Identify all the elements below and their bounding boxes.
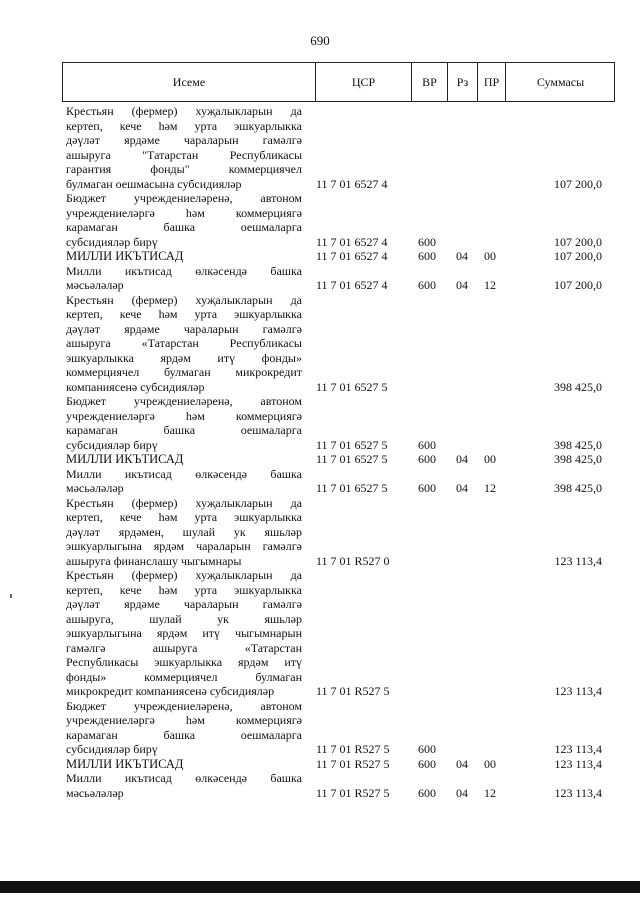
row-name-line: компаниясенә субсидияләр: [66, 379, 205, 394]
row-name-line: субсидияләр бирү: [66, 742, 158, 756]
cell-sum: 107 200,0: [554, 176, 602, 191]
row-name-line: мәсьәләләр: [66, 278, 124, 292]
row-name: [66, 467, 302, 496]
cell-sum: 398 425,0: [554, 437, 602, 452]
header-vr: ВР: [411, 63, 447, 101]
scan-edge-bar: [0, 881, 640, 893]
row-name-line: учреждениеләргә һәм коммерциягә: [66, 713, 302, 727]
row-name: [66, 104, 302, 191]
cell-pr: 00: [484, 249, 496, 263]
row-name-line: МИЛЛИ ИКЪТИСАД: [66, 249, 184, 263]
cell-csr: 11 7 01 R527 5: [316, 756, 390, 771]
cell-sum: 123 113,4: [554, 785, 602, 800]
scan-mark: [10, 594, 12, 598]
cell-csr: 11 7 01 R527 5: [316, 785, 390, 800]
cell-rz: 04: [456, 278, 468, 292]
cell-sum: 107 200,0: [554, 249, 602, 263]
row-name-line: МИЛЛИ ИКЪТИСАД: [66, 756, 184, 771]
cell-pr: 00: [484, 452, 496, 466]
row-name-line: кертеп, кече һәм урта эшкуарлыкка: [66, 510, 302, 524]
row-name-line: микрокредит компаниясенә субсидияләр: [66, 684, 275, 698]
row-name: [66, 757, 302, 772]
cell-vr: 600: [418, 785, 436, 800]
cell-csr: 11 7 01 6527 4: [316, 234, 388, 249]
cell-sum: 398 425,0: [554, 379, 602, 394]
row-name: [66, 293, 302, 395]
header-pr: ПР: [477, 63, 505, 101]
cell-vr: 600: [418, 278, 436, 292]
table-row: [0, 293, 640, 395]
table-row: [0, 699, 640, 757]
row-name-line: учреждениеләргә һәм коммерциягә: [66, 408, 302, 423]
cell-csr: 11 7 01 6527 5: [316, 452, 388, 466]
cell-sum: 107 200,0: [554, 278, 602, 292]
row-name: [66, 699, 302, 757]
cell-sum: 398 425,0: [554, 481, 602, 495]
header-name: Исеме: [172, 75, 206, 89]
cell-csr: 11 7 01 R527 0: [316, 553, 390, 568]
row-name-line: Милли икътисад өлкәсендә башка: [66, 466, 302, 481]
cell-csr: 11 7 01 R527 5: [316, 742, 390, 756]
table-row: [0, 757, 640, 772]
cell-pr: 12: [484, 481, 496, 495]
table-row: [0, 249, 640, 264]
cell-vr: 600: [418, 481, 436, 495]
row-name-line: карамаган башка оешмаларга: [66, 727, 302, 742]
row-name-line: Бюджет учреждениеләренә, автоном: [66, 191, 302, 205]
row-name-line: ашыруга, шулай ук яшьләр: [66, 611, 302, 626]
table-row: [0, 104, 640, 191]
row-name-line: Бюджет учреждениеләренә, автоном: [66, 698, 302, 713]
row-name-line: эшкуарлыгына ярдәм итү чыгымнарын: [66, 626, 302, 640]
row-name-line: булмаган оешмасына субсидияләр: [66, 176, 242, 191]
cell-sum: 123 113,4: [554, 553, 602, 568]
cell-csr: 11 7 01 6527 5: [316, 437, 388, 452]
row-name-line: Республикасы эшкуарлыкка ярдәм итү: [66, 655, 302, 669]
row-name-line: ашыруга «Татарстан Республикасы: [66, 336, 302, 350]
row-name-line: Милли икътисад өлкәсендә башка: [66, 771, 302, 785]
cell-vr: 600: [418, 249, 436, 263]
cell-vr: 600: [418, 437, 436, 452]
row-name-line: карамаган башка оешмаларга: [66, 423, 302, 437]
table-row: [0, 771, 640, 800]
row-name-line: Крестьян (фермер) хуҗалыкларын да: [66, 568, 302, 582]
cell-sum: 123 113,4: [554, 756, 602, 771]
row-name: [66, 452, 302, 467]
row-name-line: дәүләт ярдәме чараларын гамәлгә: [66, 133, 302, 147]
cell-pr: 00: [484, 756, 496, 771]
cell-rz: 04: [456, 452, 468, 466]
cell-vr: 600: [418, 234, 436, 249]
cell-vr: 600: [418, 756, 436, 771]
table-row: [0, 467, 640, 496]
cell-rz: 04: [456, 785, 468, 800]
row-name-line: эшкуарлыгына ярдәм чараларын гамәлгә: [66, 539, 302, 553]
header-csr: ЦСР: [315, 63, 411, 101]
table-row: [0, 264, 640, 293]
row-name-line: коммерциячел булмаган микрокредит: [66, 365, 302, 379]
cell-vr: 600: [418, 742, 436, 756]
row-name-line: кертеп, кече һәм урта эшкуарлыкка: [66, 307, 302, 321]
row-name: [66, 394, 302, 452]
table-body: [0, 104, 640, 800]
row-name-line: мәсьәләләр: [66, 481, 124, 495]
row-name-line: субсидияләр бирү: [66, 234, 158, 249]
row-name-line: МИЛЛИ ИКЪТИСАД: [66, 452, 184, 466]
row-name-line: учреждениеләргә һәм коммерциягә: [66, 205, 302, 220]
row-name-line: карамаган башка оешмаларга: [66, 220, 302, 234]
row-name: [66, 249, 302, 264]
cell-sum: 123 113,4: [554, 742, 602, 756]
cell-sum: 398 425,0: [554, 452, 602, 466]
row-name-line: дәүләт ярдәме чараларын гамәлгә: [66, 597, 302, 611]
row-name: [66, 496, 302, 569]
cell-pr: 12: [484, 785, 496, 800]
row-name-line: кертеп, кече һәм урта эшкуарлыкка: [66, 582, 302, 597]
row-name-line: Крестьян (фермер) хуҗалыкларын да: [66, 104, 302, 118]
cell-vr: 600: [418, 452, 436, 466]
row-name-line: эшкуарлыкка ярдәм итү фонды»: [66, 350, 302, 365]
row-name-line: дәүләт ярдәмен, шулай ук яшьләр: [66, 524, 302, 539]
row-name-line: фонды» коммерциячел булмаган: [66, 669, 302, 684]
row-name: [66, 568, 302, 699]
cell-pr: 12: [484, 278, 496, 292]
cell-rz: 04: [456, 481, 468, 495]
cell-csr: 11 7 01 6527 4: [316, 176, 388, 191]
row-name-line: ашыруга финанслашу чыгымнары: [66, 553, 242, 568]
cell-rz: 04: [456, 756, 468, 771]
cell-csr: 11 7 01 6527 5: [316, 379, 388, 394]
cell-sum: 123 113,4: [554, 684, 602, 698]
row-name-line: мәсьәләләр: [66, 785, 124, 800]
header-rz: Рз: [447, 63, 477, 101]
row-name-line: Крестьян (фермер) хуҗалыкларын да: [66, 495, 302, 510]
row-name-line: ашыруга "Татарстан Республикасы: [66, 147, 302, 162]
cell-sum: 107 200,0: [554, 234, 602, 249]
table-header: [62, 62, 615, 102]
cell-csr: 11 7 01 6527 4: [316, 249, 388, 263]
row-name: [66, 771, 302, 800]
table-row: [0, 191, 640, 249]
row-name-line: дәүләт ярдәме чараларын гамәлгә: [66, 321, 302, 336]
row-name: [66, 191, 302, 249]
row-name-line: Крестьян (фермер) хуҗалыкларын да: [66, 292, 302, 307]
page-number: 690: [310, 33, 330, 48]
row-name-line: гарантия фонды" коммерциячел: [66, 162, 302, 176]
cell-rz: 04: [456, 249, 468, 263]
row-name-line: Бюджет учреждениеләренә, автоном: [66, 394, 302, 408]
header-sum: Суммасы: [505, 63, 615, 101]
row-name-line: гамәлгә ашыруга «Татарстан: [66, 640, 302, 655]
row-name-line: Милли икътисад өлкәсендә башка: [66, 263, 302, 278]
cell-csr: 11 7 01 6527 4: [316, 278, 388, 292]
row-name-line: кертеп, кече һәм урта эшкуарлыкка: [66, 118, 302, 133]
row-name-line: субсидияләр бирү: [66, 437, 158, 452]
table-row: [0, 496, 640, 569]
cell-csr: 11 7 01 6527 5: [316, 481, 388, 495]
cell-csr: 11 7 01 R527 5: [316, 684, 390, 698]
table-row: [0, 452, 640, 467]
table-row: [0, 394, 640, 452]
row-name: [66, 264, 302, 293]
table-row: [0, 568, 640, 699]
